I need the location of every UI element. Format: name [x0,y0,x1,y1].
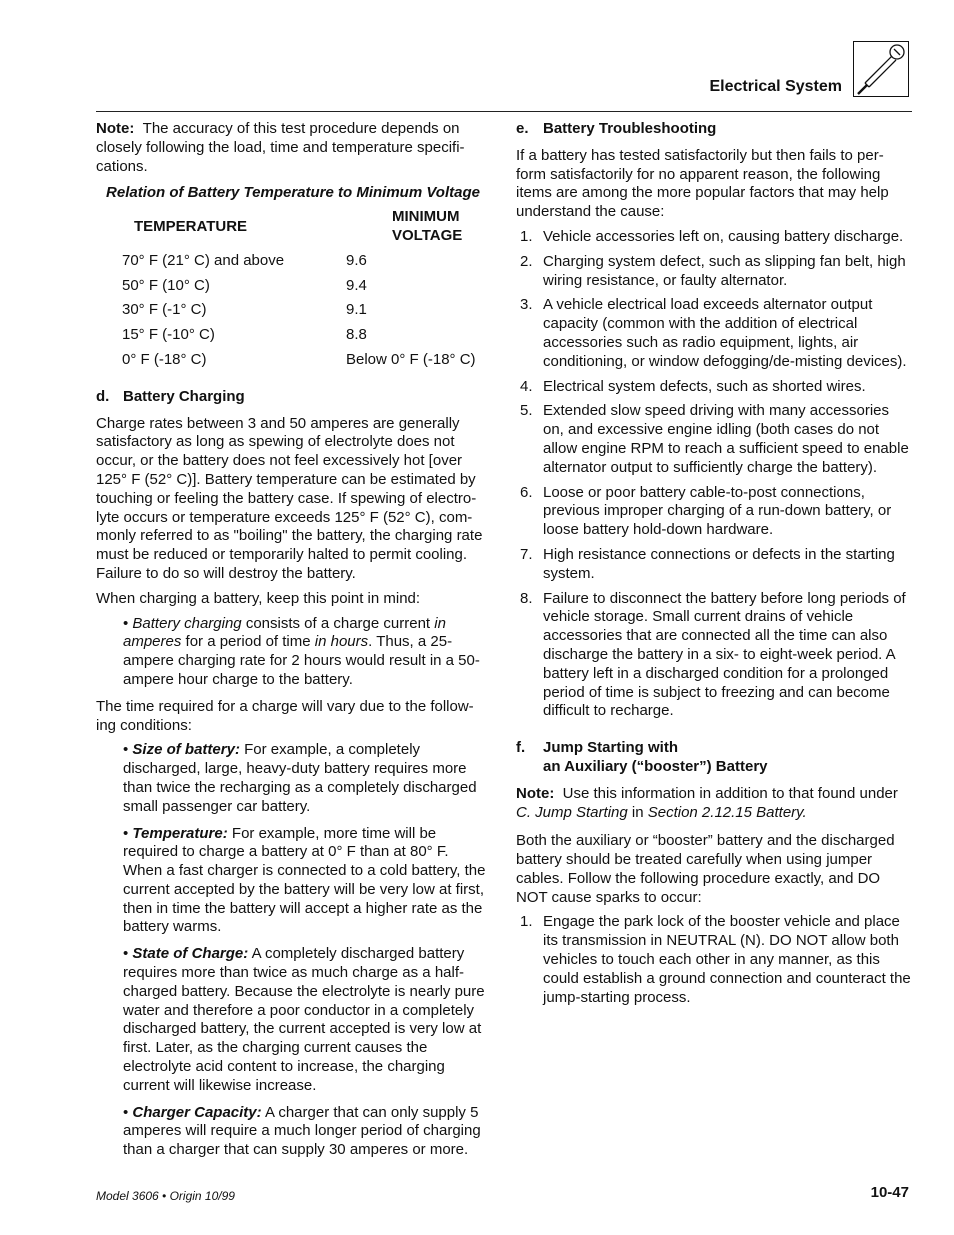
section-e-letter: e. [516,120,529,137]
jump-start-steps [516,913,912,1007]
condition-item: • Charger Capacity: A charger that can only supply 5 amperes will require a much longer period of charging than a charger that can supply 30 amperes or more. [123,1103,481,1159]
header-divider [96,111,912,112]
list-item [516,913,912,1007]
voltage-cell: 9.4 [346,276,367,294]
condition-text: For example, a completely discharged, large, heavy-duty battery requires more than twice the recharging as a completely discharged small passenger car battery. [123,741,477,815]
list-number: 1. [520,227,533,245]
bullet-battery-charging: • Battery charging consists of a charge current in amperes for a period of time in hours. Thus, a 25-ampere charging rate for 2 hours would result in a 50-ampere hour charge to the battery. [123,614,480,688]
jump-start-note [516,785,912,823]
temperature-cell: 15° F (-10° C) [122,326,215,344]
condition-text: For example, more time will be required to charge a battery at 0° F than at 80° F. When a fast charger is connected to a cold battery, the current accepted by the battery will be very low at first, then in time the battery will accept a higher rate as the battery warms. [123,824,486,936]
condition-text: A charger that can only supply 5 amperes will require a much longer period of charging than a charger that can supply 30 amperes or more. [123,1103,481,1159]
list-item-text: Failure to disconnect the battery before long periods of vehicle storage. Small current drains of vehicle accessories that are connected all the time can also discharge the battery in a six- to eight-week period. A battery left in a discharged condition for a prolonged period of time is subject to freezing and can become difficult to recharge. [543,589,906,720]
column-header-minimum-voltage: MINIMUM VOLTAGE [392,208,463,244]
condition-item: • Size of battery: For example, a completely discharged, large, heavy-duty battery requires more than twice the recharging as a completely discharged small passenger car battery. [123,741,477,815]
table-row [96,351,490,376]
condition-item: • State of Charge: A completely discharged battery requires more than twice as much charge as a half-charged battery. Because the electrolyte is nearly pure water and therefore a poor conductor in a completely discharged battery, the current accepted is very low at first. Later, as the charging current causes the electrolyte acid content to increase, the charging current will likewise increase. [123,945,485,1094]
note-text-2: in [627,803,648,821]
list-number: 2. [520,252,533,270]
list-number: 5. [520,402,533,420]
table-row [96,326,490,351]
table-caption: Relation of Battery Temperature to Minimum Voltage [106,184,480,202]
list-item [516,484,912,540]
condition-term: Size of battery: [132,741,240,759]
charging-paragraph: Charge rates between 3 and 50 amperes are generally satisfactory as long as spewing of electrolyte does not occur, or the battery does not feel excessively hot [over 125° F (52° C)]. Battery temperature can be estimated by touching or feeling the battery case. If spewing of electro-lyte occurs or temperature exceeds 125° F (52° C), com-monly referred to as "boiling" the battery, the charging rate must be reduced or temporarily halted to permit cooling. Failure to do so will destroy the battery. [96,414,483,582]
list-item [516,296,912,371]
voltage-cell: 8.8 [346,326,367,344]
list-item [516,590,912,722]
bullet-a-part-6: . Thus, a 25-ampere charging rate for 2 hours would result in a 50-ampere hour charge to the battery. [123,633,480,688]
voltage-cell: Below 0° F (-18° C) [346,350,476,368]
section-f-title-line-2: an Auxiliary (“booster”) Battery [543,757,768,775]
section-title: Electrical System [709,78,842,95]
note-label: Note: [516,784,555,802]
list-item [516,253,912,291]
note-text-1: Use this information in addition to that found under [562,784,898,802]
list-item [516,546,912,584]
bullet-a-part-2: consists of a charge current [241,614,435,632]
condition-text: A completely discharged battery requires more than twice as much charge as a half-charged battery. Because the electrolyte is nearly pure water and therefore a poor conductor in a completely discharged battery, the current accepted is very low at first. Later, as the charging current causes the electrolyte acid content to increase, the charging current will likewise increase. [123,945,485,1094]
table-row [96,252,490,277]
section-f-letter: f. [516,739,526,757]
voltage-cell: 9.6 [346,251,367,269]
temperature-cell: 50° F (10° C) [122,276,210,294]
list-number: 3. [520,296,533,314]
jump-start-paragraph: Both the auxiliary or “booster” battery and the discharged battery should be treated carefully when using jumper cables. Follow the following procedure exactly, and DO NOT cause sparks to occur: [516,832,895,906]
section-e-heading [516,120,912,139]
note-text: The accuracy of this test procedure depends on closely following the load, time and temperature specifi-cations. [96,120,465,175]
temperature-voltage-table [96,208,490,376]
bullet-a-part-5: in hours [314,633,369,651]
troubleshooting-intro: If a battery has tested satisfactorily but then fails to per-form satisfactorily for no apparent reason, the following items are among the more popular factors that may help understand the cause: [516,146,889,221]
section-f-heading [516,739,912,777]
section-d-title: Battery Charging [123,387,245,405]
bullet-a-part-3: in amperes [123,614,446,651]
page-number: 10-47 [870,1184,909,1201]
bullet-a-part-4: for a period of time [181,633,315,651]
section-d-letter: d. [96,387,110,405]
list-item-text: A vehicle electrical load exceeds alternator output capacity (common with the addition of electrical accessories such as radio equipment, lights, air conditioning, or window defogging/de-misting devices). [543,296,907,370]
footer-model-origin: Model 3606 • Origin 10/99 [96,1189,235,1203]
list-number: 8. [520,589,533,607]
list-item-text: Vehicle accessories left on, causing battery discharge. [543,227,904,245]
list-item [516,228,912,247]
note-label: Note: [96,120,135,137]
keep-in-mind-paragraph: When charging a battery, keep this point in mind: [96,589,421,607]
list-number: 4. [520,377,533,395]
left-column [96,120,490,1168]
temperature-cell: 70° F (21° C) and above [122,251,285,269]
list-item-text: Charging system defect, such as slipping fan belt, high wiring resistance, or faulty alternator. [543,252,906,289]
table-row [96,277,490,302]
list-number: 6. [520,483,533,501]
note-reference-2: Section 2.12.15 Battery. [647,803,807,821]
list-item [516,378,912,397]
section-e-title: Battery Troubleshooting [543,120,717,137]
bullet-a-part-1: Battery charging [132,614,242,632]
troubleshooting-list [516,228,912,721]
electrical-plug-icon [853,41,909,97]
section-f-title-line-1: Jump Starting with [543,739,678,757]
column-header-temperature: TEMPERATURE [134,217,248,235]
list-number: 7. [520,545,533,563]
condition-item: • Temperature: For example, more time will be required to charge a battery at 0° F than at 80° F. When a fast charger is connected to a cold battery, the current accepted by the battery will be very low at first, then in time the battery will accept a higher rate as the battery warms. [123,824,486,936]
table-header-row [96,208,490,252]
voltage-cell: 9.1 [346,301,367,319]
temperature-cell: 30° F (-1° C) [122,301,207,319]
condition-term: State of Charge: [132,945,249,963]
list-item-text: Engage the park lock of the booster vehicle and place its transmission in NEUTRAL (N). DO NOT allow both vehicles to touch each other in any manner, as this could establish a ground connection and counteract the jump-starting process. [543,913,911,1006]
list-item-text: Loose or poor battery cable-to-post connections, previous improper charging of a run-down battery, or loose battery hold-down hardware. [543,483,892,539]
right-column [516,120,912,1015]
conditions-intro: The time required for a charge will vary due to the follow-ing conditions: [96,697,474,734]
note [96,120,490,176]
list-item [516,402,912,477]
list-number: 1. [520,913,533,931]
condition-term: Temperature: [132,824,228,842]
table-row [96,301,490,326]
note-reference-1: C. Jump Starting [516,803,628,821]
section-d-heading [96,388,490,407]
temperature-cell: 0° F (-18° C) [122,350,207,368]
list-item-text: Extended slow speed driving with many accessories on, and excessive engine idling (both cases do not allow engine RPM to reach a sufficient speed to enable alternator output to sufficiently charge the battery). [543,402,909,476]
list-item-text: High resistance connections or defects in the starting system. [543,545,895,582]
list-item-text: Electrical system defects, such as shorted wires. [543,377,866,395]
condition-term: Charger Capacity: [132,1103,262,1121]
